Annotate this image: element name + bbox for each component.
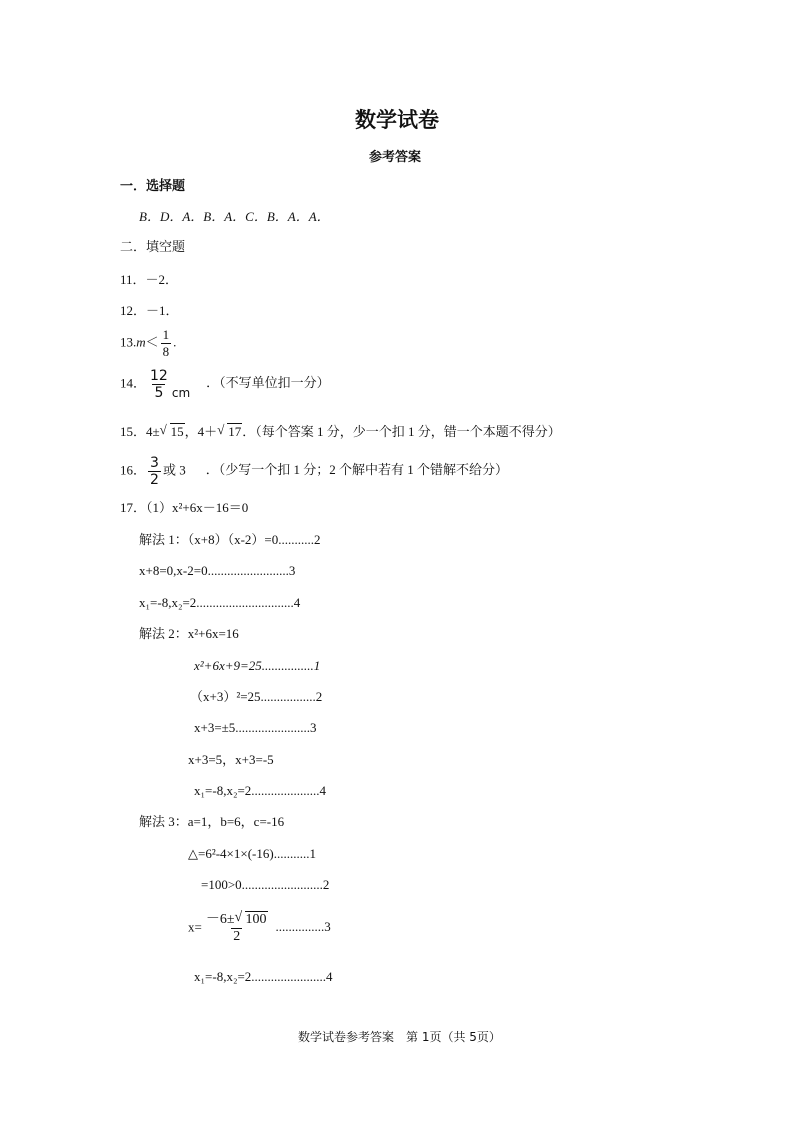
method1-line3: x₁=-8,x₂=2..............................4 <box>139 595 301 610</box>
fraction-numerator: 3 <box>150 455 159 471</box>
section-heading-fill: 二．填空题 <box>120 240 186 255</box>
fraction-denominator: 5 <box>154 385 164 401</box>
page-title: 数学试卷 <box>355 108 439 132</box>
answer-15-label: 15． <box>120 424 147 439</box>
answer-15 <box>120 423 561 441</box>
answer-11: 11．－2． <box>120 272 179 287</box>
method2-line6: x₁=-8,x₂=2.....................4 <box>194 783 327 798</box>
answer-16 <box>120 455 508 488</box>
answer-13-var: m <box>136 334 146 350</box>
answer-16-fraction <box>148 455 161 488</box>
answer-13-rel: ＜ <box>145 334 159 350</box>
fraction-denominator: 8 <box>162 344 170 359</box>
method2-line1: 解法 2：x²+6x=16 <box>139 626 239 641</box>
fraction-denominator: 2 <box>233 929 241 944</box>
answer-16-rest: 或 3 <box>162 462 186 478</box>
answer-15-b: 4＋ <box>197 424 218 439</box>
method2-line4: x+3=±5.......................3 <box>194 720 317 735</box>
quadratic-formula-fraction <box>204 912 270 945</box>
answer-13-fraction <box>161 327 172 360</box>
answer-13-end: . <box>173 334 177 350</box>
radical-icon: √ <box>234 910 243 925</box>
answer-14-label: 14． <box>120 375 147 391</box>
answer-12: 12．－1． <box>120 303 179 318</box>
answer-14-unit: cm <box>171 386 191 401</box>
radical-icon: √ <box>159 422 167 437</box>
method3-line2: △=6²-4×1×(-16)...........1 <box>188 846 316 861</box>
answer-15-a: 4± <box>146 424 160 439</box>
radicand: 17 <box>228 424 242 439</box>
answer-13-label: 13. <box>120 334 137 350</box>
fraction-numerator: 1 <box>162 327 170 342</box>
answer-17-head: 17．（1）x²+6x－16＝0 <box>120 500 249 515</box>
answer-14-note: ．（不写单位扣一分） <box>206 375 330 391</box>
method1-line2: x+8=0,x-2=0.........................3 <box>139 563 296 578</box>
sqrt-15 <box>160 423 185 441</box>
numerator-term: －6± <box>205 912 235 927</box>
answer-13 <box>120 327 176 360</box>
method3-line5: x₁=-8,x₂=2.......................4 <box>194 969 333 984</box>
page-footer: 数学试卷参考答案 第 1页（共 5页） <box>298 1030 501 1044</box>
radical-icon: √ <box>217 422 225 437</box>
answer-15-sep: ， <box>184 424 198 439</box>
radicand: 15 <box>170 424 184 439</box>
fraction-numerator <box>204 912 270 928</box>
method2-line5: x+3=5，x+3=-5 <box>188 752 274 767</box>
sqrt-100 <box>235 912 268 928</box>
formula-prefix: x= <box>188 919 202 935</box>
answer-15-note: ．（每个答案 1 分，少一个扣 1 分，错一个本题不得分） <box>242 424 561 439</box>
choice-answers: B．D．A．B．A．C．B．A．A． <box>139 209 330 224</box>
answer-16-note: ．（少写一个扣 1 分；2 个解中若有 1 个错解不给分） <box>205 462 508 478</box>
method2-line3: （x+3）²=25.................2 <box>190 689 323 704</box>
method3-line3: =100>0.........................2 <box>201 877 330 892</box>
section-heading-choice: 一．选择题 <box>120 179 186 194</box>
fraction-numerator: 12 <box>150 368 168 384</box>
sqrt-17 <box>217 423 242 441</box>
method2-line2: x²+6x+9=25................1 <box>194 658 321 673</box>
answer-16-label: 16． <box>120 462 147 478</box>
page-subtitle: 参考答案 <box>369 150 422 165</box>
method3-line1: 解法 3：a=1，b=6，c=-16 <box>139 814 285 829</box>
formula-suffix: ...............3 <box>275 919 331 935</box>
method3-line4 <box>188 912 331 945</box>
answer-14-fraction <box>148 368 170 401</box>
fraction-denominator: 2 <box>150 472 159 488</box>
method1-line1: 解法 1：（x+8）（x-2）=0...........2 <box>139 532 321 547</box>
answer-14 <box>120 368 330 401</box>
radicand: 100 <box>245 912 267 927</box>
